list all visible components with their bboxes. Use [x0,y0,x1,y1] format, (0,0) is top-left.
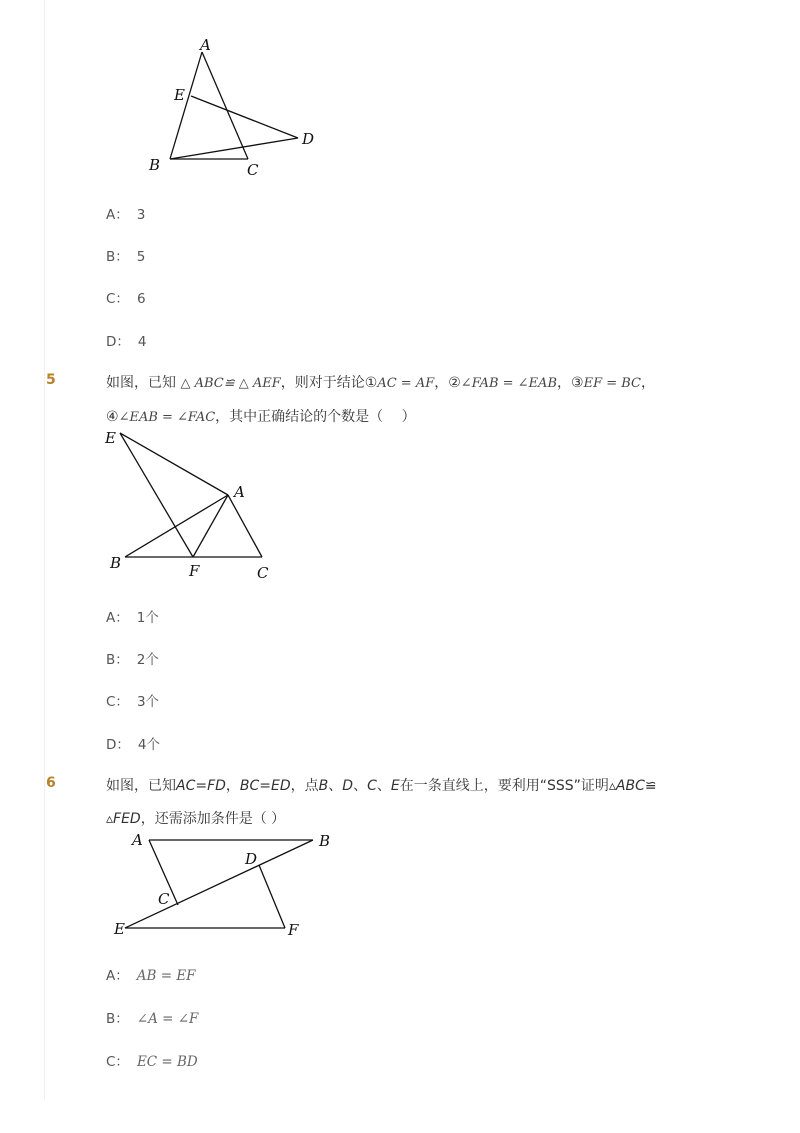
label-e: E [105,429,116,447]
label-a: A [234,483,245,501]
label-f: F [189,562,200,580]
q5-option-a[interactable]: A： 1个 [106,610,159,626]
segment-bd [170,138,298,159]
label-d: D [302,130,315,148]
q6-option-b[interactable]: B： ∠A = ∠F [106,1011,199,1027]
label-b: B [110,554,122,572]
label-c: C [257,564,269,582]
q6-option-c[interactable]: C： EC = BD [106,1054,198,1070]
figure-triangle-abc-ade [140,30,340,190]
question-number: 6 [46,775,56,791]
question-text-line: 如图，已知 △ ABC≌ △ AEF，则对于结论①AC = AF，②∠FAB = ∠EAB，③EF = BC， [106,375,655,391]
q5-option-c[interactable]: C： 3个 [106,694,160,710]
question-text-line: ④∠EAB = ∠FAC，其中正确结论的个数是（ ） [106,409,416,425]
left-margin-rule [44,0,45,1100]
label-c: C [158,890,170,908]
label-b: B [149,156,161,174]
q5-option-d[interactable]: D： 4个 [106,737,160,753]
segment-ac [202,52,248,159]
label-a: A [132,831,143,849]
question-text-line: 如图，已知AC=FD，BC=ED，点B、D、C、E在一条直线上，要利用“SSS”证明▵ABC≌ [106,778,657,794]
figure-triangle-abc-aef [100,425,290,585]
label-e: E [174,86,185,104]
segment-eb [125,840,313,928]
figure-parallel-lines-abc-fed [105,828,345,943]
q5-option-b[interactable]: B： 2个 [106,652,159,668]
label-f: F [288,921,299,939]
q4-option-c[interactable]: C： 6 [106,291,146,307]
q6-option-a[interactable]: A： AB = EF [106,968,196,984]
label-a: A [200,36,211,54]
question-text-line: ▵FED，还需添加条件是（ ） [106,811,286,827]
q4-option-b[interactable]: B： 5 [106,249,146,265]
segment-ac [228,495,262,557]
segment-ba [125,495,228,557]
segment-ed [191,96,298,138]
segment-ab [170,52,202,159]
label-b: B [319,832,331,850]
question-number: 5 [46,372,56,388]
q4-option-d[interactable]: D： 4 [106,334,147,350]
segment-ea [120,433,228,495]
q4-option-a[interactable]: A： 3 [106,207,146,223]
label-e: E [114,920,125,938]
segment-fa [193,495,228,557]
label-d: D [245,850,258,868]
label-c: C [247,161,259,179]
segment-df [259,865,285,928]
